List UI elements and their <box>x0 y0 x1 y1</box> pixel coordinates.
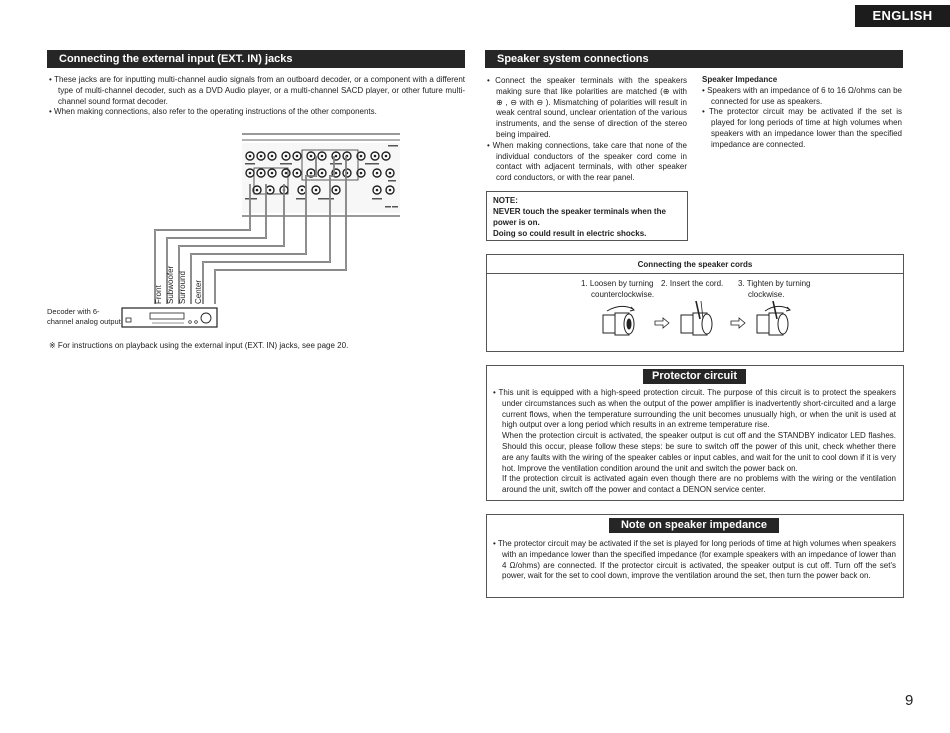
ext-in-bullet-1: • These jacks are for inputting multi-channel audio signals from an outboard decoder, or a component with a different type of multi-channel decoder, such as a DVD Audio player, or a multi-channel SACD player, or other future multi-channel sound format decoder. <box>49 75 465 106</box>
label-subwoofer: Subwoofer <box>166 265 175 304</box>
protector-circuit-title: Protector circuit <box>643 369 746 384</box>
terminal-insert-icon <box>681 301 712 335</box>
page-number: 9 <box>905 692 914 709</box>
terminal-loosen-icon <box>603 306 634 335</box>
step-3-line-1: 3. Tighten by turning <box>738 279 811 288</box>
step-3-line-2: clockwise. <box>748 289 785 299</box>
protector-para-3: If the protection circuit is activated again even though there are no problems with the wiring or the ventilation around the unit, switch off the power and contact a DENON service center. <box>502 474 896 495</box>
decoder-label-line1: Decoder with 6- <box>47 307 100 316</box>
speaker-cords-box <box>486 254 904 352</box>
label-surround: Surround <box>178 271 187 304</box>
note-line-1: NEVER touch the speaker terminals when the power is on. <box>493 207 666 227</box>
impedance-bullet-1: • Speakers with an impedance of 6 to 16 Ω/ohms can be connected for use as speakers. <box>702 85 902 106</box>
speaker-cord-steps-illustration <box>597 301 797 347</box>
speaker-cords-title: Connecting the speaker cords <box>487 255 903 274</box>
ext-in-text <box>49 75 465 118</box>
impedance-bullet-2: • The protector circuit may be activated if the set is played for long periods of time at high volumes when speakers with an impedance lower than the specified impedance are connected. <box>702 107 902 149</box>
impedance-note-text <box>493 539 896 582</box>
language-tab: ENGLISH <box>855 5 950 27</box>
speaker-bullet-2: • When making connections, take care that none of the individual conductors of the speaker cord come in contact with adjacent terminals, with other speaker cord conductors, or with the rear panel. <box>487 140 687 183</box>
ext-in-footnote: ※ For instructions on playback using the external input (EXT. IN) jacks, see page 20. <box>49 341 349 350</box>
ext-in-header: Connecting the external input (EXT. IN) jacks <box>47 50 465 68</box>
ext-in-connection-diagram <box>40 128 460 338</box>
decoder-unit <box>122 308 217 327</box>
label-front: Front <box>154 285 163 304</box>
step-1-label <box>581 279 671 301</box>
note-box <box>486 191 688 241</box>
arrow-right-icon <box>655 318 669 328</box>
terminal-tighten-icon <box>757 301 790 335</box>
step-2-label: 2. Insert the cord. <box>661 279 724 288</box>
speaker-system-text <box>487 76 687 184</box>
speaker-bullet-1: • Connect the speaker terminals with the speakers making sure that like polarities are matched (⊕ with ⊕ , ⊖ with ⊖ ). Mismatching of polarities will result in weak central sound, unclear orientation of the various instruments, and the sense of direction of the stereo being impaired. <box>487 76 687 139</box>
protector-para-2: When the protection circuit is activated, the speaker output is cut off and the STANDBY indicator LED flashes. Should this occur, please follow these steps: be sure to switch off the power of this unit, check whether there are any faults with the wiring of the speaker cables or input cables, and wait for the unit to cool down if it is very hot. Improve the ventilation condition around the unit and switch the power back on. <box>502 431 896 473</box>
note-title: NOTE: <box>493 196 518 205</box>
step-1-line-2: counterclockwise. <box>591 289 655 299</box>
step-3-label <box>738 279 828 301</box>
speaker-system-header: Speaker system connections <box>485 50 903 68</box>
impedance-note-title: Note on speaker impedance <box>609 518 779 533</box>
speaker-impedance-text <box>702 75 902 151</box>
note-line-2: Doing so could result in electric shocks. <box>493 229 647 238</box>
speaker-impedance-title: Speaker Impedance <box>702 75 778 84</box>
impedance-note-bullet: • The protector circuit may be activated if the set is played for long periods of time at high volumes when speakers with an impedance lower than the specified impedance (for example speakers with an impedance of lower than 4 Ω/ohms) are connected. If the protector circuit is activated, the speaker output is cut off. Turn off the set's power, wait for the set to cool down, improve the ventilation around the set, then turn the power back on. <box>493 539 896 581</box>
step-1-line-1: 1. Loosen by turning <box>581 279 654 288</box>
protector-circuit-text <box>493 388 896 496</box>
arrow-right-icon <box>731 318 745 328</box>
ext-in-bullet-2: • When making connections, also refer to the operating instructions of the other components. <box>49 107 377 117</box>
label-center: Center <box>194 279 203 304</box>
decoder-label-line2: channel analog output <box>47 317 121 326</box>
protector-bullet: • This unit is equipped with a high-speed protection circuit. The purpose of this circuit is to protect the speakers under circumstances such as when the output of the power amplifier is inadvertently short-circuited and a large current flows, when the temperature surrounding the unit becomes unusually high, or when the unit is used at high output over a long period which results in an extreme temperature rise. <box>493 388 896 430</box>
